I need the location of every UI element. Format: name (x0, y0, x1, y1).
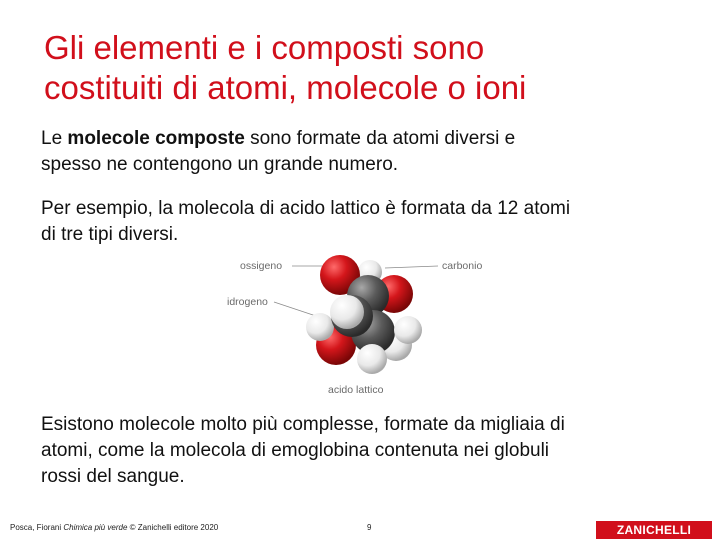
paragraph-3-line-2: atomi, come la molecola di emoglobina contenuta nei globuli (41, 440, 550, 461)
footer-credit-authors: Posca, Fiorani (10, 523, 64, 532)
paragraph-emoglobina (41, 412, 681, 490)
carbonio-leader-line (385, 266, 438, 268)
hydrogen-atom (357, 344, 387, 374)
paragraph-3-line-1: Esistono molecole molto più complesse, formate da migliaia di (41, 414, 565, 435)
label-ossigeno: ossigeno (240, 260, 283, 272)
lactic-acid-molecule-illustration (220, 250, 500, 400)
paragraph-2-line-2: di tre tipi diversi. (41, 224, 179, 245)
p1-prefix: Le (41, 128, 68, 149)
footer-credit-publisher: © Zanichelli editore 2020 (127, 523, 219, 532)
paragraph-1-line-2: spesso ne contengono un grande numero. (41, 154, 399, 175)
logo-text: ZANICHELLI (616, 523, 692, 537)
footer-credit (10, 523, 218, 532)
page-number: 9 (367, 523, 372, 532)
lactic-acid-figure (220, 250, 500, 400)
label-carbonio: carbonio (442, 260, 483, 272)
paragraph-2-line-1: Per esempio, la molecola di acido lattico è formata da 12 atomi (41, 198, 571, 219)
title-line-2: costituiti di atomi, molecole o ioni (44, 69, 527, 106)
paragraph-1-line-1 (41, 126, 681, 152)
p1-bold-term: molecole composte (67, 128, 245, 149)
slide-footer (0, 520, 720, 540)
label-idrogeno: idrogeno (227, 296, 268, 308)
paragraph-3-line-3: rossi del sangue. (41, 466, 185, 487)
paragraph-molecole-composte (41, 126, 681, 178)
slide-title (44, 28, 694, 108)
footer-credit-book-title: Chimica più verde (63, 523, 128, 532)
hydrogen-atom (330, 295, 364, 329)
hydrogen-atom (306, 313, 334, 341)
figure-caption: acido lattico (328, 384, 384, 396)
zanichelli-logo (596, 521, 712, 539)
paragraph-acido-lattico (41, 196, 681, 248)
p1-rest: sono formate da atomi diversi e (244, 128, 516, 149)
idrogeno-leader-line (274, 302, 316, 316)
title-line-1: Gli elementi e i composti sono (44, 29, 485, 66)
hydrogen-atom (394, 316, 422, 344)
